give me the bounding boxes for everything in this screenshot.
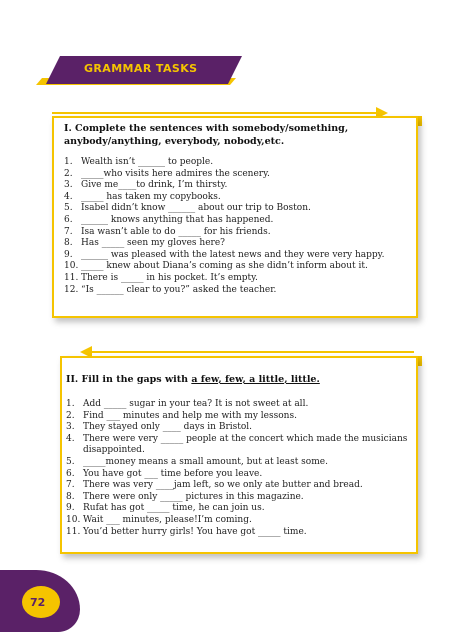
item-number: 3.: [64, 180, 73, 191]
item-text: ______ knows anything that has happened.: [81, 214, 274, 225]
item-text: They stayed only ____ days in Bristol.: [83, 422, 253, 433]
list-item: [64, 180, 409, 192]
exercise-2-heading-words: a few, few, a little, little.: [191, 374, 320, 385]
list-item: [66, 515, 411, 527]
item-text: Give me____to drink, I’m thirsty.: [81, 180, 228, 191]
list-item: [66, 411, 411, 423]
item-number: 6.: [64, 214, 73, 225]
list-item: [66, 434, 411, 446]
list-item: [64, 157, 409, 169]
item-number: 1.: [66, 399, 75, 409]
item-text: There were only _____ pictures in this magazine.: [83, 491, 304, 502]
list-item: [64, 285, 409, 297]
list-item: [66, 422, 411, 434]
exercise-2-heading-prefix: II. Fill in the gaps with: [66, 374, 192, 385]
item-text: You have got ___ time before you leave.: [83, 468, 263, 479]
item-text: _____ knew about Diana’s coming as she didn’t inform about it.: [81, 261, 368, 272]
item-number: 6.: [66, 468, 75, 479]
arrow-line-right: [52, 112, 377, 114]
page-number: 72: [30, 596, 46, 609]
item-text: There were very _____ people at the concert which made the musicians: [83, 433, 408, 444]
item-text: _____money means a small amount, but at least some.: [83, 456, 328, 467]
list-item: [66, 457, 411, 469]
item-number: 12.: [64, 284, 79, 295]
item-number: 2.: [66, 410, 75, 421]
item-number: 3.: [66, 422, 75, 433]
arrow-line-left: [92, 351, 414, 353]
list-item: [64, 227, 409, 239]
item-number: 11.: [64, 272, 79, 283]
exercise-1-list: [64, 157, 409, 296]
item-text: You’d better hurry girls! You have got _____ time.: [83, 526, 307, 537]
item-text: There is _____ in his pocket. It’s empty.: [81, 272, 258, 283]
item-number: 7.: [64, 226, 73, 237]
item-number: 5.: [64, 203, 73, 214]
list-item: [64, 203, 409, 215]
item-text: Has _____ seen my gloves here?: [81, 238, 225, 249]
item-number: 9.: [66, 503, 75, 514]
item-text: There was very ____jam left, so we only ate butter and bread.: [83, 480, 363, 491]
banner-title: GRAMMAR TASKS: [84, 62, 198, 75]
list-item: [66, 445, 411, 457]
exercise-2-heading: [66, 373, 406, 386]
list-item: [64, 273, 409, 285]
item-number: 10.: [66, 514, 81, 525]
item-number: 7.: [66, 480, 75, 491]
item-number: 2.: [64, 168, 73, 179]
item-text: Wait ___ minutes, please!I’m coming.: [83, 514, 252, 525]
exercise-1-heading: I. Complete the sentences with somebody/something, anybody/anything, everybody, nobody,etc.: [64, 123, 349, 147]
item-number: 9.: [64, 249, 73, 260]
item-number: 11.: [66, 526, 81, 537]
list-item: [64, 215, 409, 227]
item-text: Wealth isn’t ______ to people.: [81, 157, 214, 167]
item-text: Add _____ sugar in your tea? It is not sweet at all.: [83, 399, 309, 409]
list-item: [64, 192, 409, 204]
item-text: ______ was pleased with the latest news and they were very happy.: [81, 249, 385, 260]
item-number: 1.: [64, 157, 73, 167]
item-text: Isa wasn’t able to do _____ for his friends.: [81, 226, 271, 237]
item-number: 4.: [66, 433, 75, 444]
exercise-2-list: [66, 399, 411, 538]
item-text: Rufat has got _____ time, he can join us.: [83, 503, 265, 514]
item-number: 8.: [66, 491, 75, 502]
list-item: [66, 527, 411, 539]
list-item: [66, 480, 411, 492]
item-number: 4.: [64, 191, 73, 202]
item-text: Find ___ minutes and help me with my lessons.: [83, 410, 297, 421]
item-text: Isabel didn’t know ______ about our trip to Boston.: [81, 203, 311, 214]
item-text: _____ has taken my copybooks.: [81, 191, 221, 202]
list-item: [64, 261, 409, 273]
list-item: [64, 169, 409, 181]
item-number: 8.: [64, 238, 73, 249]
item-number: 5.: [66, 456, 75, 467]
list-item: [66, 469, 411, 481]
item-text: _____who visits here admires the scenery.: [81, 168, 270, 179]
list-item: [66, 399, 411, 411]
item-number: 10.: [64, 261, 79, 272]
item-text: “Is ______ clear to you?” asked the teacher.: [81, 284, 277, 295]
list-item: [64, 250, 409, 262]
list-item: [66, 503, 411, 515]
item-text: disappointed.: [83, 445, 145, 456]
list-item: [64, 238, 409, 250]
list-item: [66, 492, 411, 504]
